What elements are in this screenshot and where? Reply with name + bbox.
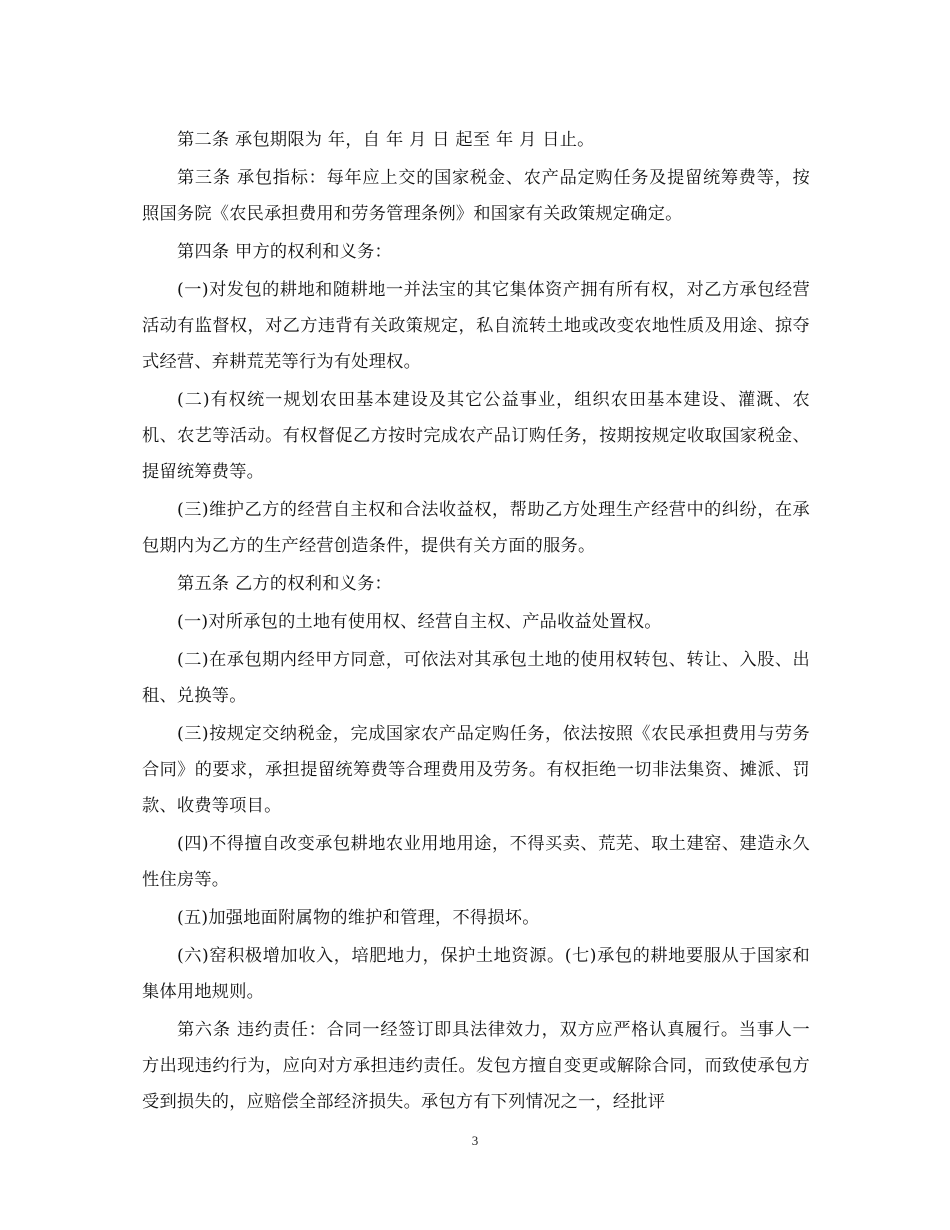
paragraph-article-4-item-3: (三)维护乙方的经营自主权和合法收益权，帮助乙方处理生产经营中的纠纷，在承包期内为乙方的生产经营创造条件，提供有关方面的服务。	[142, 500, 810, 556]
paragraph-article-5-item-1: (一)对所承包的土地有使用权、经营自主权、产品收益处置权。	[177, 612, 662, 632]
paragraph-article-5-item-3: (三)按规定交纳税金，完成国家农产品定购任务，依法按照《农民承担费用与劳务合同》的要求，承担提留统筹费等合理费用及劳务。有权拒绝一切非法集资、摊派、罚款、收费等项目。	[142, 724, 810, 816]
paragraph-article-3: 第三条 承包指标：每年应上交的国家税金、农产品定购任务及提留统筹费等，按照国务院《农民承担费用和劳务管理条例》和国家有关政策规定确定。	[142, 168, 810, 224]
paragraph-article-2: 第二条 承包期限为 年，自 年 月 日 起至 年 月 日止。	[177, 130, 595, 150]
paragraph-article-5-item-2: (二)在承包期内经甲方同意，可依法对其承包土地的使用权转包、转让、入股、出租、兑换等。	[142, 650, 810, 706]
document-body	[142, 122, 810, 1122]
paragraph-article-5-item-6-7: (六)窑积极增加收入，培肥地力，保护土地资源。(七)承包的耕地要服从于国家和集体用地规则。	[142, 946, 810, 1002]
paragraph-article-5-item-5: (五)加强地面附属物的维护和管理，不得损坏。	[177, 908, 540, 928]
paragraph-article-6: 第六条 违约责任：合同一经签订即具法律效力，双方应严格认真履行。当事人一方出现违约行为，应向对方承担违约责任。发包方擅自变更或解除合同，而致使承包方受到损失的，应赔偿全部经济损失。承包方有下列情况之一，经批评	[142, 1020, 810, 1112]
paragraph-article-5-item-4: (四)不得擅自改变承包耕地农业用地用途，不得买卖、荒芜、取土建窑、建造永久性住房等。	[142, 834, 810, 890]
paragraph-article-4-item-2: (二)有权统一规划农田基本建设及其它公益事业，组织农田基本建设、灌溉、农机、农艺等活动。有权督促乙方按时完成农产品订购任务，按期按规定收取国家税金、提留统筹费等。	[142, 390, 810, 482]
paragraph-article-4-heading: 第四条 甲方的权利和义务：	[177, 242, 392, 262]
paragraph-article-5-heading: 第五条 乙方的权利和义务：	[177, 574, 392, 594]
paragraph-article-4-item-1: (一)对发包的耕地和随耕地一并法宝的其它集体资产拥有所有权，对乙方承包经营活动有监督权，对乙方违背有关政策规定，私自流转土地或改变农地性质及用途、掠夺式经营、弃耕荒芜等行为有处理权。	[142, 280, 810, 372]
page-number: 3	[471, 1133, 479, 1148]
